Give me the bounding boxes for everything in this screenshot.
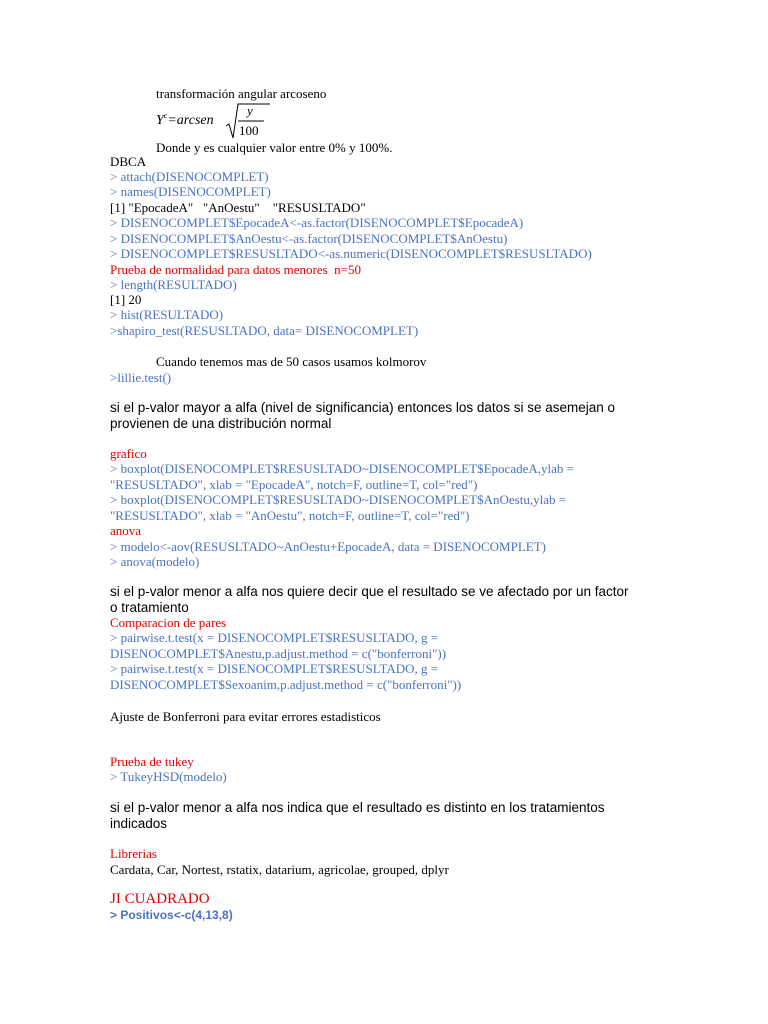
- code-line-pairwise1-b: DISENOCOMPLET$Anestu,p.adjust.method = c("bonferroni")): [110, 646, 447, 661]
- code-line-pairwise2-b: DISENOCOMPLET$Sexoanim,p.adjust.method = c("bonferroni")): [110, 677, 462, 692]
- code-line-boxplot2-a: > boxplot(DISENOCOMPLET$RESUSLTADO~DISENOCOMPLET$AnOestu,ylab =: [110, 492, 567, 507]
- paragraph-factor-2: o tratamiento: [110, 600, 189, 615]
- arcsine-title: transformación angular arcoseno: [156, 86, 327, 101]
- code-line-numeric: > DISENOCOMPLET$RESUSLTADO<-as.numeric(DISENOCOMPLET$RESUSLTADO): [110, 246, 592, 261]
- code-line-boxplot1-b: "RESUSLTADO", xlab = "EpocadeA", notch=F, outline=T, col="red"): [110, 477, 478, 492]
- code-line-positivos: > Positivos<-c(4,13,8): [110, 908, 233, 922]
- output-line-length: [1] 20: [110, 292, 142, 307]
- formula-lhs-var: Y: [156, 113, 164, 128]
- formula-lhs-sup: c: [163, 111, 168, 120]
- code-line-anova: > anova(modelo): [110, 554, 200, 569]
- code-line-shapiro: >shapiro_test(RESUSLTADO, data= DISENOCOMPLET): [110, 323, 419, 338]
- code-line-length: > length(RESULTADO): [110, 277, 237, 292]
- heading-grafico: grafico: [110, 446, 147, 461]
- paragraph-tukey-1: si el p-valor menor a alfa nos indica que el resultado es distinto en los tratamientos: [110, 800, 605, 815]
- code-line-pairwise2-a: > pairwise.t.test(x = DISENOCOMPLET$RESUSLTADO, g =: [110, 661, 439, 676]
- paragraph-normality-2: provienen de una distribución normal: [110, 416, 332, 431]
- heading-normalidad: Prueba de normalidad para datos menores n=50: [110, 262, 362, 277]
- code-line-factor-epocadea: > DISENOCOMPLET$EpocadeA<-as.factor(DISENOCOMPLET$EpocadeA): [110, 215, 524, 230]
- formula-denominator: 100: [239, 123, 259, 138]
- heading-anova: anova: [110, 523, 142, 538]
- heading-ji-cuadrado: JI CUADRADO: [110, 891, 210, 907]
- heading-tukey: Prueba de tukey: [110, 754, 194, 769]
- output-line-names: [1] "EpocadeA" "AnOestu" "RESUSLTADO": [110, 200, 366, 215]
- code-line-modelo: > modelo<-aov(RESUSLTADO~AnOestu+EpocadeA, data = DISENOCOMPLET): [110, 539, 546, 554]
- code-line-tukey: > TukeyHSD(modelo): [110, 769, 227, 784]
- paragraph-factor-1: si el p-valor menor a alfa nos quiere decir que el resultado se ve afectado por un factor: [110, 584, 629, 599]
- paragraph-normality-1: si el p-valor mayor a alfa (nivel de significancia) entonces los datos si se asemejan o: [110, 400, 615, 415]
- code-line-pairwise1-a: > pairwise.t.test(x = DISENOCOMPLET$RESUSLTADO, g =: [110, 630, 439, 645]
- note-kolmorov: Cuando tenemos mas de 50 casos usamos kolmorov: [156, 354, 427, 369]
- formula-note: Donde y es cualquier valor entre 0% y 100%.: [156, 140, 393, 155]
- code-line-boxplot1-a: > boxplot(DISENOCOMPLET$RESUSLTADO~DISENOCOMPLET$EpocadeA,ylab =: [110, 461, 574, 476]
- code-line-boxplot2-b: "RESUSLTADO", xlab = "AnOestu", notch=F, outline=T, col="red"): [110, 508, 470, 523]
- libraries-list: Cardata, Car, Nortest, rstatix, datarium, agricolae, grouped, dplyr: [110, 862, 449, 877]
- note-bonferroni: Ajuste de Bonferroni para evitar errores estadisticos: [110, 709, 381, 724]
- code-line-hist: > hist(RESULTADO): [110, 307, 224, 322]
- code-line-names: > names(DISENOCOMPLET): [110, 184, 271, 199]
- code-line-factor-anoestu: > DISENOCOMPLET$AnOestu<-as.factor(DISENOCOMPLET$AnOestu): [110, 231, 508, 246]
- heading-librerias: Librerias: [110, 846, 157, 861]
- paragraph-tukey-2: indicados: [110, 816, 168, 831]
- heading-comparacion: Comparacion de pares: [110, 615, 227, 630]
- formula-numerator: y: [247, 103, 253, 118]
- formula-lhs-rest: =arcsen: [167, 113, 214, 128]
- dbca-heading: DBCA: [110, 154, 147, 169]
- code-line-attach: > attach(DISENOCOMPLET): [110, 169, 269, 184]
- code-line-lillie: >lillie.test(): [110, 370, 172, 385]
